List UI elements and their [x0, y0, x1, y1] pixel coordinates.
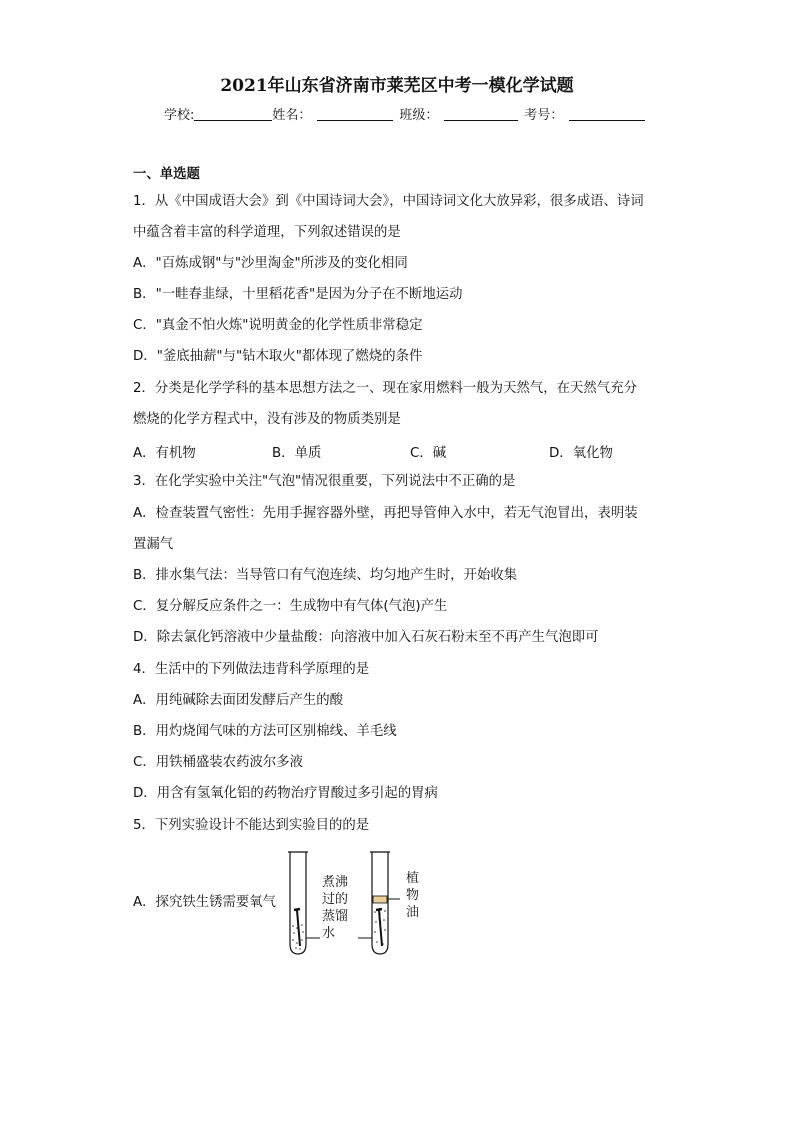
q1-option-d: D．"釜底抽薪"与"钻木取火"都体现了燃烧的条件 [133, 349, 423, 364]
name-blank[interactable] [317, 108, 393, 121]
q3-option-b: B．排水集气法：当导管口有气泡连续、均匀地产生时，开始收集 [133, 568, 518, 583]
class-label: 班级： [399, 108, 439, 123]
q1-option-b: B．"一畦春韭绿，十里稻花香"是因为分子在不断地运动 [133, 287, 463, 302]
class-blank[interactable] [444, 108, 518, 121]
boiled-water-label [322, 874, 348, 942]
oil-layer [373, 896, 387, 903]
q4-stem: 4．生活中的下列做法违背科学原理的是 [133, 662, 370, 677]
q2-option-d: D．氧化物 [549, 446, 613, 461]
q3-option-a-line1: A．检查装置气密性：先用手握容器外壁，再把导管伸入水中，若无气泡冒出，表明装 [133, 506, 638, 521]
q5-option-a: A．探究铁生锈需要氧气 [133, 895, 277, 910]
right-iron-nail [376, 909, 382, 946]
q4-option-b: B．用灼烧闻气味的方法可区别棉线、羊毛线 [133, 724, 397, 739]
name-label: 姓名： [272, 108, 312, 123]
q4-option-a: A．用纯碱除去面团发酵后产生的酸 [133, 693, 344, 708]
number-blank[interactable] [569, 108, 645, 121]
q2-option-a: A．有机物 [133, 446, 196, 461]
number-label: 考号： [524, 108, 564, 123]
section-heading: 一、单选题 [133, 167, 200, 182]
q4-option-c: C．用铁桶盛装农药波尔多液 [133, 755, 304, 770]
test-tube-experiment-figure [282, 848, 442, 960]
boiled-water-label-line: 蒸馏 [322, 909, 349, 924]
exam-title: 2021年山东省济南市莱芜区中考一模化学试题 [220, 76, 574, 96]
q2-stem-line1: 2．分类是化学学科的基本思想方法之一、现在家用燃料一般为天然气，在天然气充分 [133, 381, 637, 396]
q3-option-d: D．除去氯化钙溶液中少量盐酸：向溶液中加入石灰石粉末至不再产生气泡即可 [133, 630, 599, 645]
q2-stem-line2: 燃烧的化学方程式中，没有涉及的物质类别是 [133, 412, 401, 427]
q1-option-a: A．"百炼成钢"与"沙里淘金"所涉及的变化相同 [133, 256, 408, 271]
q5-stem: 5．下列实验设计不能达到实验目的的是 [133, 818, 370, 833]
boiled-water-label-line: 煮沸 [322, 875, 349, 890]
vegetable-oil-label [406, 870, 419, 921]
boiled-water-label-line: 过的 [322, 892, 349, 907]
q2-option-c: C．碱 [410, 446, 447, 461]
q1-stem-line2: 中蕴含着丰富的科学道理，下列叙述错误的是 [133, 225, 401, 240]
q3-option-c: C．复分解反应条件之一：生成物中有气体(气泡)产生 [133, 599, 448, 614]
q4-option-d: D．用含有氢氧化铝的药物治疗胃酸过多引起的胃病 [133, 786, 438, 801]
q1-option-c: C．"真金不怕火炼"说明黄金的化学性质非常稳定 [133, 318, 423, 333]
school-blank[interactable] [194, 108, 272, 121]
left-test-tube [288, 852, 308, 954]
q2-option-b: B．单质 [272, 446, 322, 461]
vegetable-oil-label-line: 物 [406, 888, 420, 903]
school-label: 学校: [164, 108, 195, 123]
vegetable-oil-label-line: 油 [406, 905, 420, 920]
student-info-line [164, 104, 645, 123]
vegetable-oil-label-line: 植 [406, 871, 420, 886]
q1-stem-line1: 1．从《中国成语大会》到《中国诗词大会》，中国诗词文化大放异彩，很多成语、诗词 [133, 194, 644, 209]
q3-option-a-line2: 置漏气 [133, 537, 174, 552]
q3-stem: 3．在化学实验中关注"气泡"情况很重要，下列说法中不正确的是 [133, 474, 516, 489]
boiled-water-label-line: 水 [322, 926, 336, 941]
